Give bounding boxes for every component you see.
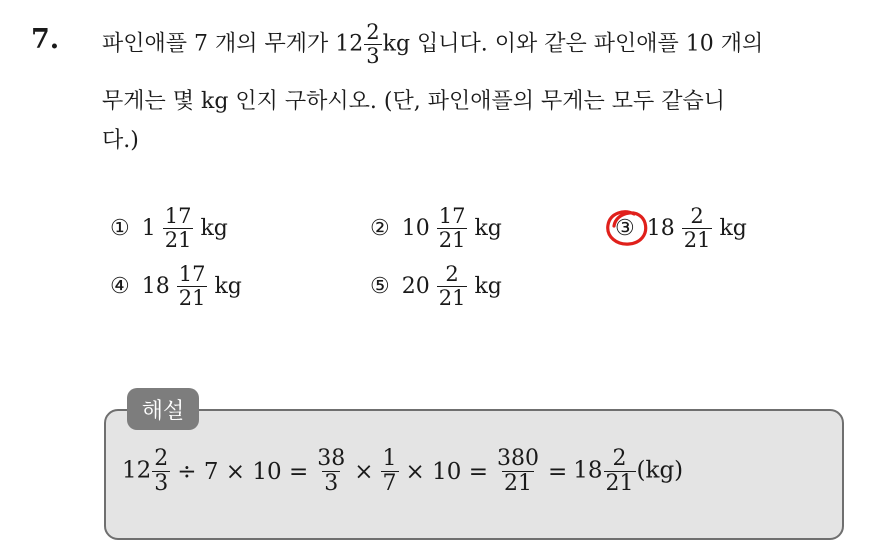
choice-1-mark: ① (110, 216, 130, 241)
choice-4-fraction (177, 264, 208, 309)
solution-term-1-whole: 12 (122, 457, 152, 484)
solution-unit: (kg) (636, 457, 684, 484)
solution-term-4-fraction (495, 448, 541, 495)
choice-5-mark: ⑤ (370, 274, 390, 299)
choice-3-numerator: 2 (690, 204, 704, 228)
choice-5-whole: 20 (401, 274, 430, 299)
solution-operator-1: ÷ 7 × 10 = (177, 458, 309, 485)
solution-term-1-denominator: 3 (154, 471, 169, 496)
choice-4-denominator: 21 (178, 286, 206, 310)
solution-term-3-fraction (381, 448, 399, 495)
choice-2-mark: ② (370, 216, 390, 241)
choice-4-numerator: 17 (178, 262, 206, 286)
solution-term-5-denominator: 21 (605, 471, 634, 496)
question-line-1 (102, 22, 763, 67)
choice-2-denominator: 21 (438, 228, 466, 252)
question-line-3: 다.) (102, 128, 139, 153)
solution-equation (122, 448, 683, 495)
choice-5-denominator: 21 (438, 286, 466, 310)
question-line-2: 무게는 몇 kg 인지 구하시오. (단, 파인애플의 무게는 모두 같습니 (102, 89, 725, 114)
choice-4-unit: kg (214, 274, 242, 299)
choice-1[interactable] (110, 206, 228, 251)
choice-5-numerator: 2 (445, 262, 459, 286)
choice-4-mark: ④ (110, 274, 130, 299)
choice-5-fraction (437, 264, 468, 309)
solution-term-5-fraction (604, 448, 636, 495)
question-text-1a: 파인애플 7 개의 무게가 12 (102, 31, 364, 57)
solution-term-3-denominator: 7 (382, 471, 397, 496)
choice-1-numerator: 17 (164, 204, 192, 228)
solution-term-1 (122, 448, 171, 495)
solution-term-1-fraction (152, 448, 170, 495)
choice-3-denominator: 21 (683, 228, 711, 252)
choice-4[interactable] (110, 264, 242, 309)
choice-2-fraction (437, 206, 468, 251)
solution-operator-3: × 10 = (405, 458, 488, 485)
choice-3-whole: 18 (646, 216, 675, 241)
solution-term-4-numerator: 380 (496, 446, 539, 471)
solution-term-2-denominator: 3 (324, 471, 339, 496)
choice-1-fraction (163, 206, 194, 251)
choice-1-unit: kg (200, 216, 228, 241)
choice-3-fraction (682, 206, 713, 251)
choice-1-whole: 1 (141, 216, 156, 241)
choice-2[interactable] (370, 206, 502, 251)
choice-3-unit: kg (719, 216, 747, 241)
question-number: 7. (31, 24, 60, 55)
choice-4-whole: 18 (141, 274, 170, 299)
choice-3[interactable] (615, 206, 747, 251)
choice-5[interactable] (370, 264, 502, 309)
solution-term-2-numerator: 38 (317, 446, 346, 471)
choice-2-whole: 10 (401, 216, 430, 241)
solution-term-4-denominator: 21 (503, 471, 532, 496)
solution-operator-4: = (547, 458, 568, 485)
choice-3-mark: ③ (615, 216, 635, 241)
question-fraction (364, 22, 381, 67)
solution-term-5 (573, 448, 683, 495)
solution-term-2-fraction (315, 448, 347, 495)
solution-term-1-numerator: 2 (154, 446, 169, 471)
solution-operator-2: × (354, 458, 374, 485)
solution-term-5-numerator: 2 (612, 446, 627, 471)
question-fraction-denominator: 3 (366, 44, 380, 68)
question-text-1b: kg 입니다. 이와 같은 파인애플 10 개의 (382, 31, 764, 57)
solution-term-3-numerator: 1 (382, 446, 397, 471)
choice-2-unit: kg (474, 216, 502, 241)
choice-2-numerator: 17 (438, 204, 466, 228)
choice-5-unit: kg (474, 274, 502, 299)
solution-label: 해설 (127, 388, 199, 430)
solution-term-5-whole: 18 (573, 457, 603, 484)
choice-1-denominator: 21 (164, 228, 192, 252)
question-fraction-numerator: 2 (366, 20, 380, 44)
